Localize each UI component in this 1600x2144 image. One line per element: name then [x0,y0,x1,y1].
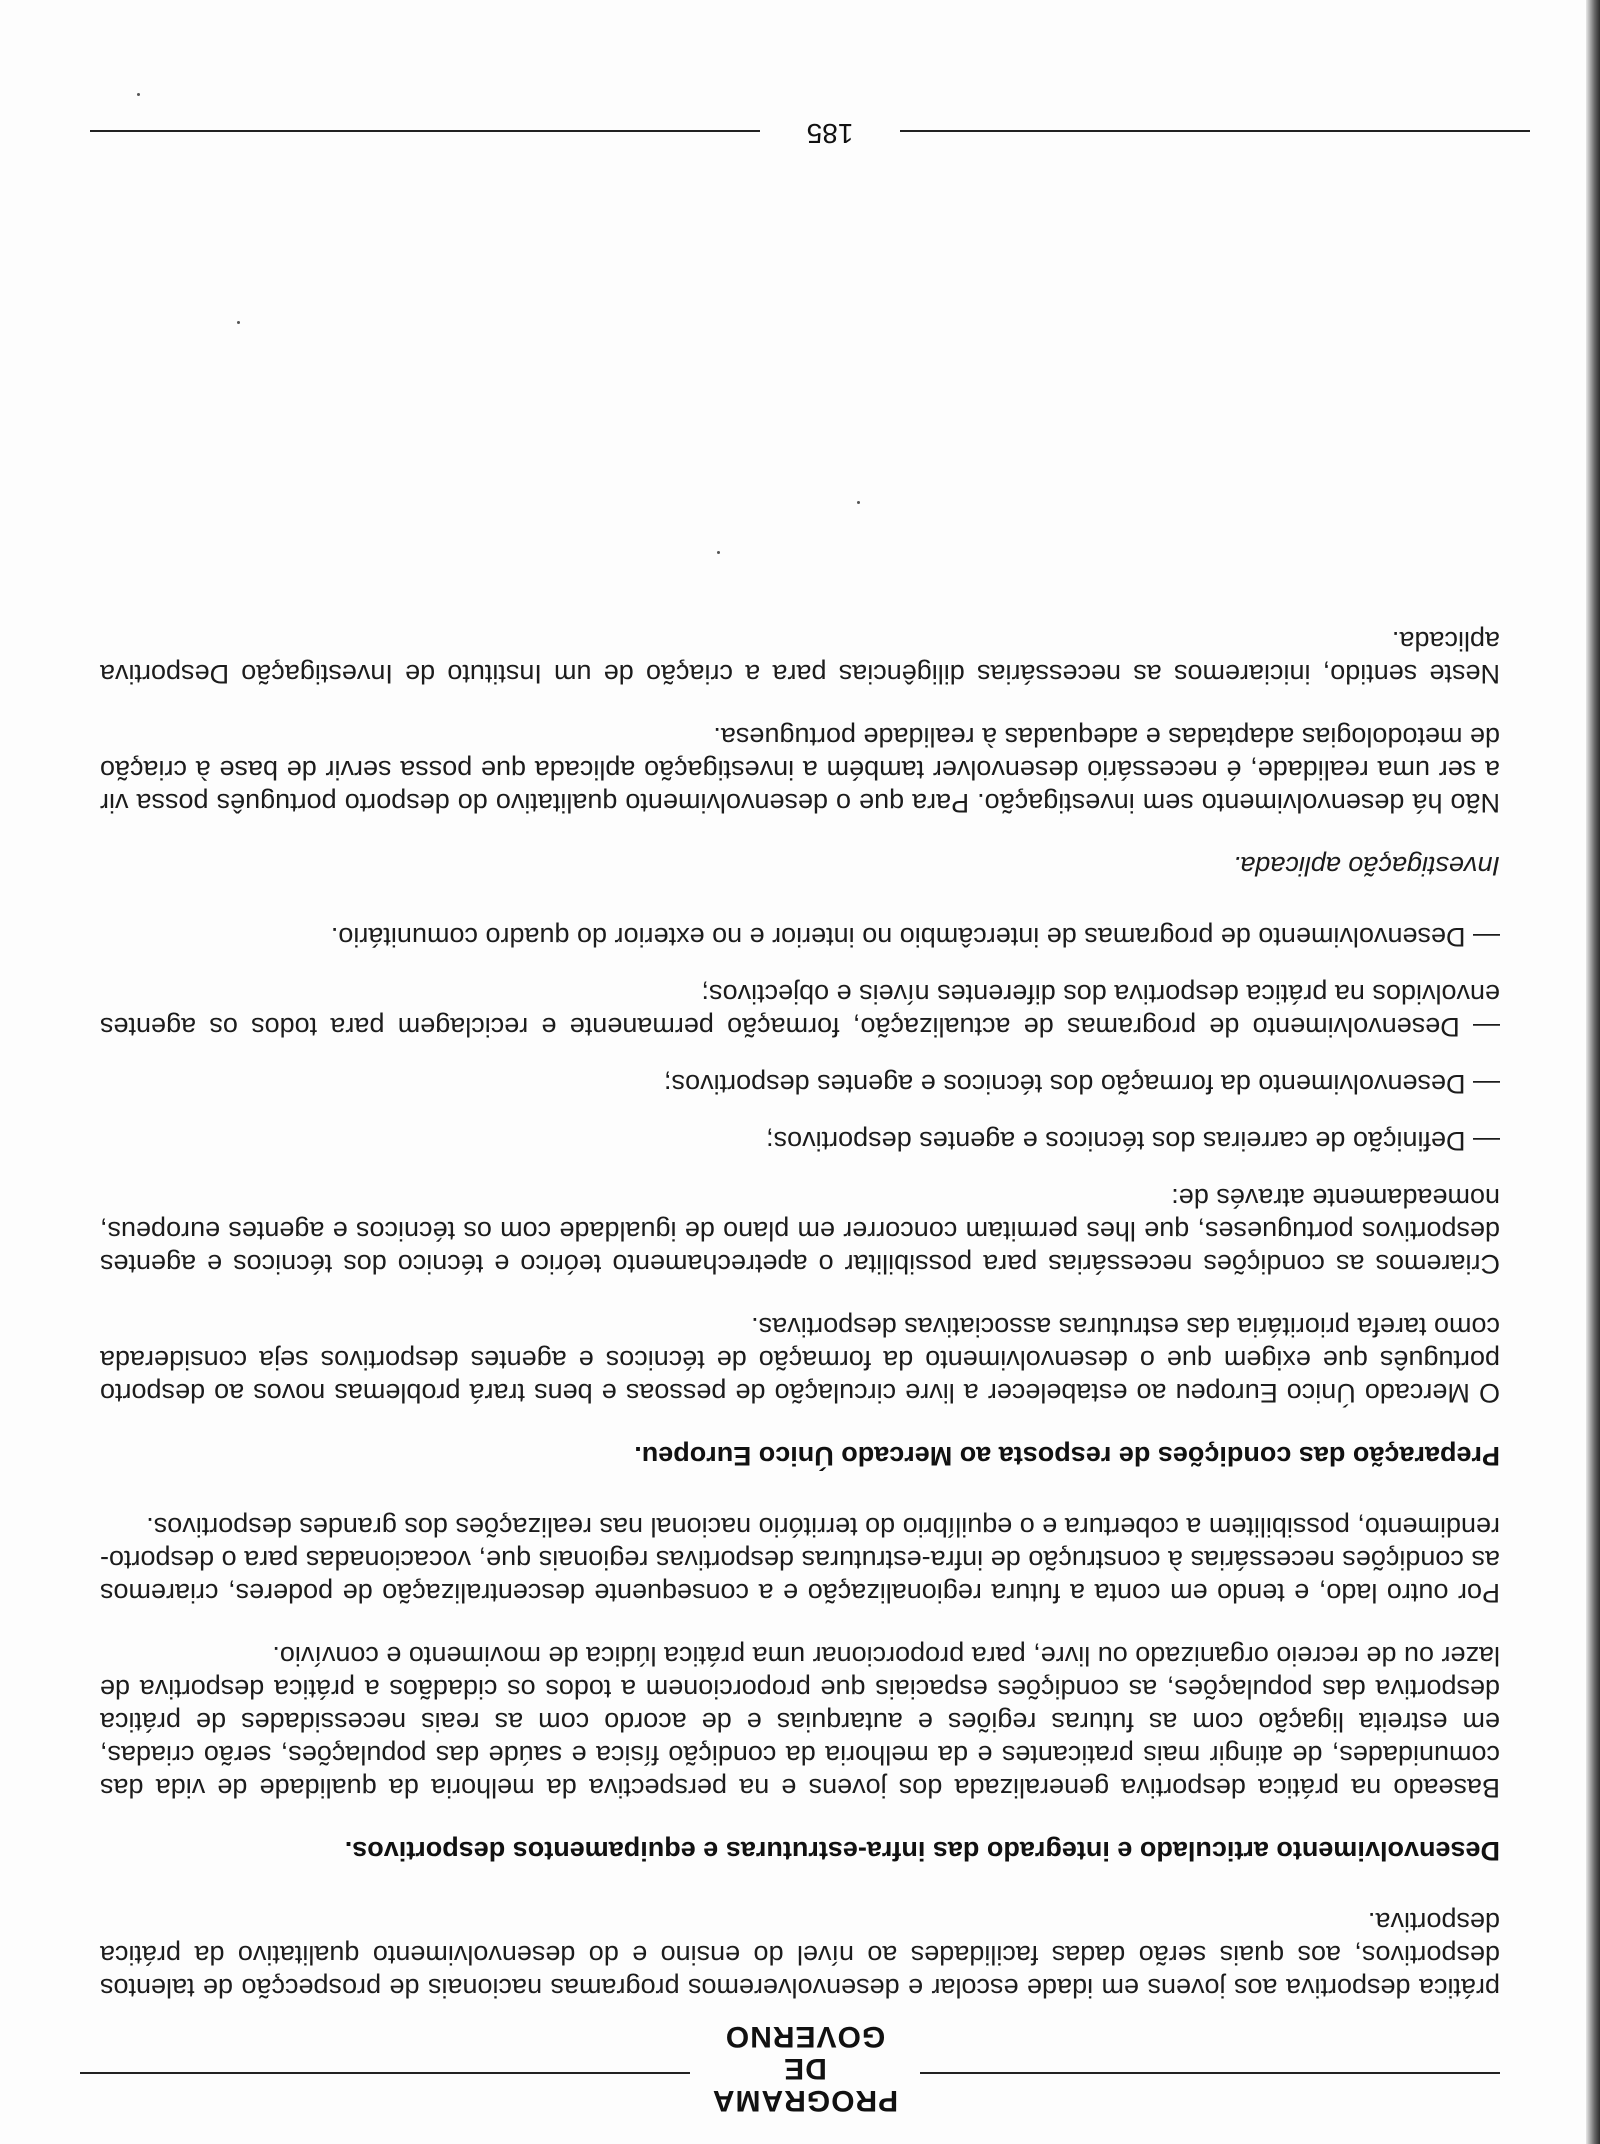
page-number: 185 [806,118,854,149]
paragraph-talent-prospection: prática desportiva aos jovens em idade escolar e desenvolveremos programas nacionais de prospecção de talentos desportivos, aos quais serão dadas facilidades ao nível do ensino e do desenvolvimento qualitativo da prática desportiva. [100,1907,1500,2003]
footer-rule-left [900,130,1530,132]
paragraph-single-market: O Mercado Único Europeu ao estabelecer a livre circulação de pessoas e bens trará problemas novos ao desporto português que exigem que o desenvolvimento da formação de técnicos e agentes desportivos seja considerada como tarefa prioritária das estruturas associativas desportivas. [100,1312,1500,1408]
header-title-line1: PROGRAMA [711,2084,899,2117]
paragraph-regionalization: Por outro lado, e tendo em conta a futura regionalização e a consequente descentralização de poderes, criaremos as condições necessárias à construção de infra-estruturas desportivas regionais que, vocacionadas para o desporto-rendimento, possibilitem a cobertura e o equilíbrio do território nacional nas realizações dos grandes desportivos. [100,1512,1500,1608]
scan-speck [237,321,240,324]
scan-speck [137,93,140,96]
list-item-training: — Desenvolvimento da formação dos técnicos e agentes desportivos; [664,1069,1500,1099]
paragraph-research: Não há desenvolvimento sem investigação. Para que o desenvolvimento qualitativo do desporto português possa vir a ser uma realidade, é necessário desenvolver também a investigação aplicada que possa servir de base à criação de metodologias adaptadas e adequadas à realidade portuguesa. [100,722,1500,818]
scan-speck [857,501,860,504]
header-rule-right [80,2072,690,2074]
scan-speck [717,551,720,554]
document-body [100,624,1500,2004]
section-heading-applied-research: Investigação aplicada. [1232,851,1500,881]
binding-edge-shadow [1586,0,1600,2144]
list-item-update-programs: — Desenvolvimento de programas de actualização, formação permanente e reciclagem para todos os agentes envolvidos na prática desportiva dos diferentes níveis e objectivos; [100,979,1500,1042]
page-header [80,2020,1500,2120]
paragraph-generalized-practice: Baseado na prática desportiva generalizada dos jovens e na perspectiva da melhoria da qualidade de vida das comunidades, de atingir mais praticantes e da melhoria da condição física e saúde das populações, serão criadas, em estreita ligação com as futuras regiões e autarquias e de acordo com as reais necessidades de prática desportiva das populações, as condições espaciais que proporcionem a todos os cidadãos a prática desportiva de lazer ou de recreio organizado ou livre, para proporcionar uma prática lúdica de movimento e convívio. [100,1641,1500,1803]
list-item-careers: — Definição de carreiras dos técnicos e agentes desportivos; [766,1126,1500,1156]
paragraph-institute: Neste sentido, iniciaremos as necessárias diligências para a criação de um Instituto de Investigação Desportiva aplicada. [100,626,1500,689]
footer-rule-right [90,130,760,132]
page-footer [90,114,1530,154]
section-heading-single-market: Preparação das condições de resposta ao Mercado Único Europeu. [634,1441,1500,1471]
paragraph-technical-training: Criaremos as condições necessárias para possibilitar o apetrechamento teórico e técnico dos técnicos e agentes desportivos portugueses, que lhes permitam concorrer em plano de igualdade com os técnicos e agentes europeus, nomeadamente através de: [100,1183,1500,1279]
header-title-line2: DE GOVERNO [724,2020,886,2085]
header-rule-left [920,2072,1500,2074]
list-item-exchange-programs: — Desenvolvimento de programas de intercâmbio no interior e no exterior do quadro comunitário. [330,922,1500,952]
header-title [700,2020,910,2116]
section-heading-infrastructure: Desenvolvimento articulado e integrado das infra-estruturas e equipamentos desportivos. [344,1836,1500,1866]
